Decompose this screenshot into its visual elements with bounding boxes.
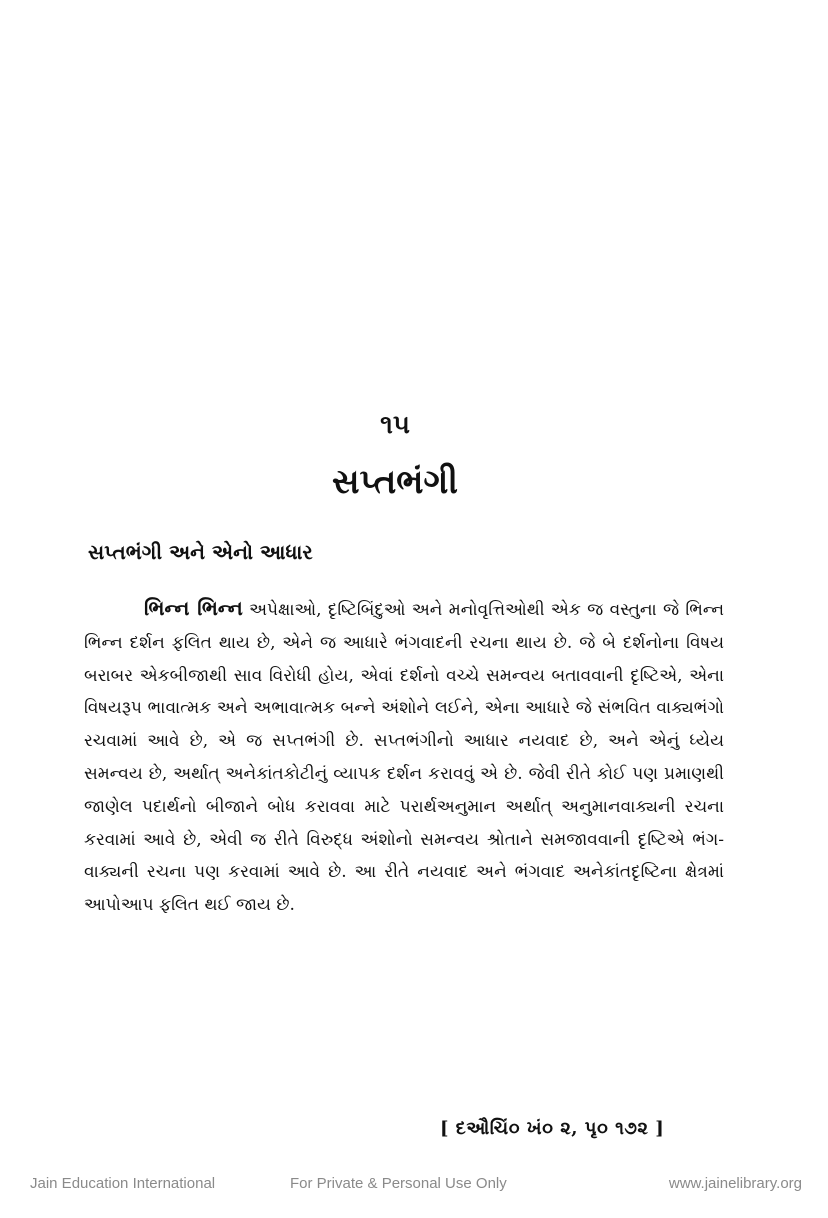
- citation: [ દઔચિં૦ ખં૦ ૨, પૃ૦ ૧૭૨ ]: [440, 1118, 665, 1139]
- body-lead-words: ભિન્ન ભિન્ન: [144, 596, 243, 620]
- chapter-number: ૧૫: [380, 410, 410, 440]
- body-text: અપેક્ષાઓ, દૃષ્ટિબિંદુઓ અને મનોવૃત્તિઓથી એક જ વસ્તુના જે ભિન્ન ભિન્ન દર્શન ફલિત થાય છે, એને જ આધારે ભંગવાદની રચના થાય છે. જે બે દર્શનોના વિષય બરાબર એકબીજાથી સાવ વિરોધી હોય, એવાં દર્શનો વચ્ચે સમન્વય બતાવવાની દૃષ્ટિએ, એના વિષયરૂપ ભાવાત્મક અને અભાવાત્મક બન્ને અંશોને લઈને, એના આધારે જે સંભવિત વાક્યભંગો રચવામાં આવે છે, એ જ સપ્તભંગી છે. સપ્તભંગીનો આધાર નયવાદ છે, અને એનું ધ્યેય સમન્વય છે, અર્થાત્ અનેકાંતકોટીનું વ્યાપક દર્શન કરાવવું એ છે. જેવી રીતે કોઈ પણ પ્રમાણથી જાણેલ પદાર્થનો બીજાને બોધ કરાવવા માટે પરાર્થઅનુમાન અર્થાત્ અનુમાનવાક્યની રચના કરવામાં આવે છે, એવી જ રીતે વિરુદ્ધ અંશોનો સમન્વય શ્રોતાને સમજાવવાની દૃષ્ટિએ ભંગ-વાક્યની રચના પણ કરવામાં આવે છે. આ રીતે નયવાદ અને ભંગવાદ અનેકાંતદૃષ્ટિના ક્ષેત્રમાં આપોઆપ ફલિત થઈ જાય છે.: [84, 600, 725, 916]
- footer-website: www.jainelibrary.org: [668, 1175, 802, 1192]
- body-paragraph: [84, 592, 724, 922]
- section-heading: સપ્તભંગી અને એનો આધાર: [88, 540, 313, 564]
- footer-publisher: Jain Education International: [30, 1175, 216, 1192]
- footer-usage-notice: For Private & Personal Use Only: [290, 1175, 507, 1192]
- chapter-title: સપ્તભંગી: [331, 462, 458, 502]
